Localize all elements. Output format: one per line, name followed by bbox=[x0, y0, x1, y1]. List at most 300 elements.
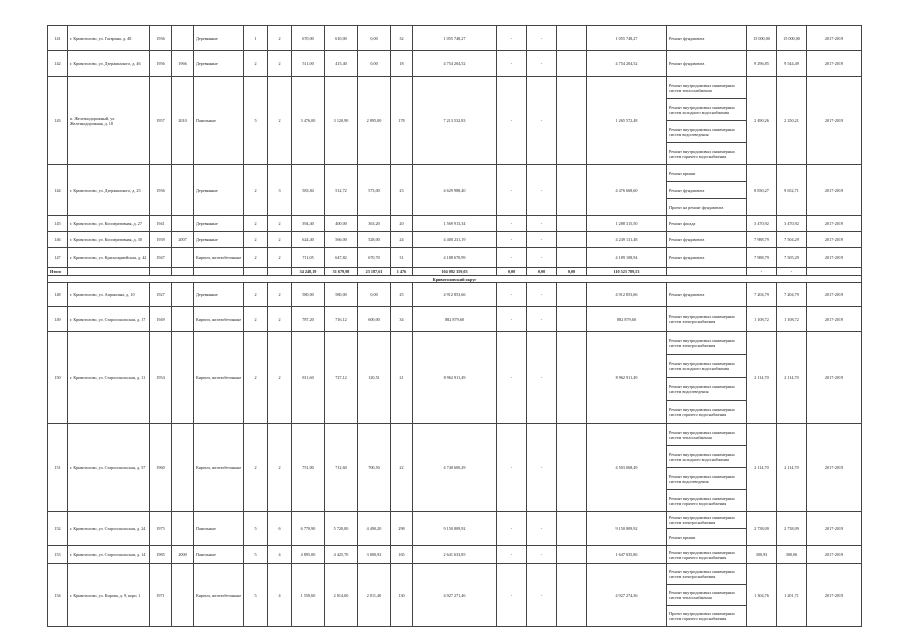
cell-u1: 1 304,76 bbox=[747, 564, 777, 627]
cell-fl: 5 bbox=[244, 512, 268, 546]
cell-a3: 0,00 bbox=[358, 283, 391, 307]
cell-s2: - bbox=[527, 424, 557, 512]
work-item: Проект внутридомовых инженерных систем горячего водоснабжения bbox=[669, 611, 735, 621]
cell-s1: - bbox=[497, 307, 527, 332]
cell-mat: Деревянные bbox=[194, 283, 244, 307]
cell-fl: 2 bbox=[244, 307, 268, 332]
cell-no: 144 bbox=[48, 165, 68, 216]
cell-fl: 2 bbox=[244, 248, 268, 268]
cell-s3 bbox=[557, 165, 587, 216]
cell-y1: 1960 bbox=[150, 424, 172, 512]
cell-en: 2 bbox=[268, 216, 292, 232]
table-row bbox=[48, 248, 862, 268]
cell-s2: - bbox=[527, 283, 557, 307]
cell-no: 142 bbox=[48, 51, 68, 77]
table-row bbox=[48, 77, 862, 165]
cell-per: 2017-2019 bbox=[807, 26, 862, 51]
cell-no: 150 bbox=[48, 332, 68, 424]
cell-a1: 751,00 bbox=[292, 424, 325, 512]
cell-a1: 511,00 bbox=[292, 51, 325, 77]
cell-en: 2 bbox=[268, 307, 292, 332]
cell-addr: г. Кривотолово, ул. Старооскольская, д. 17 bbox=[68, 307, 150, 332]
cell-s1: - bbox=[497, 332, 527, 424]
table-row bbox=[48, 232, 862, 248]
cell-u2: 2 114,70 bbox=[777, 332, 807, 424]
cell-y2 bbox=[172, 512, 194, 546]
cell-a3: 2 895,00 bbox=[358, 77, 391, 165]
cell-y2 bbox=[172, 26, 194, 51]
cell-work: Ремонт фасада bbox=[667, 216, 747, 232]
cell-addr: г. Кривотолово, ул. Апраксина, д. 10 bbox=[68, 283, 150, 307]
cell-fl: 5 bbox=[244, 546, 268, 564]
total-source-1: 0,00 bbox=[497, 268, 527, 276]
cell-en: 2 bbox=[268, 283, 292, 307]
cell-fl: 2 bbox=[244, 232, 268, 248]
cell-s2: - bbox=[527, 564, 557, 627]
total-source-3: 0,00 bbox=[557, 268, 587, 276]
cell-per: 2017-2019 bbox=[807, 283, 862, 307]
cell-mat: Деревянные bbox=[194, 51, 244, 77]
cell-a2: 580,00 bbox=[325, 283, 358, 307]
total-row bbox=[48, 268, 862, 276]
cell-tot: 4 927 271,46 bbox=[413, 564, 497, 627]
work-item: Ремонт внутридомовых инженерных систем горячего водоснабжения bbox=[669, 495, 735, 506]
cell-work: Ремонт фундамента bbox=[667, 232, 747, 248]
cell-res: 23 bbox=[391, 165, 413, 216]
cell-u1: 2 114,70 bbox=[747, 332, 777, 424]
cell-a1: 4 895,00 bbox=[292, 546, 325, 564]
cell-work bbox=[667, 332, 747, 424]
cell-a1: 6 770,90 bbox=[292, 512, 325, 546]
cell-s3 bbox=[557, 283, 587, 307]
cell-mat: Деревянные bbox=[194, 232, 244, 248]
cell-per: 2017-2019 bbox=[807, 564, 862, 627]
repair-schedule-table bbox=[47, 25, 862, 627]
cell-s1: - bbox=[497, 51, 527, 77]
cell-a1: 1 550,60 bbox=[292, 564, 325, 627]
cell-s2: - bbox=[527, 307, 557, 332]
cell-a3: 573,00 bbox=[358, 165, 391, 216]
cell-y1: 1949 bbox=[150, 307, 172, 332]
table-row bbox=[48, 512, 862, 546]
cell-s2: - bbox=[527, 546, 557, 564]
cell-tot: 882 879,60 bbox=[413, 307, 497, 332]
cell-u2: 15 000,00 bbox=[777, 26, 807, 51]
cell-y1: 1936 bbox=[150, 165, 172, 216]
cell-res: 165 bbox=[391, 546, 413, 564]
work-item: Ремонт внутридомовых инженерных систем холодного водоснабжения bbox=[667, 446, 746, 468]
cell-no: 154 bbox=[48, 564, 68, 627]
cell-a2: 3 120,90 bbox=[325, 77, 358, 165]
cell-a2: 727,12 bbox=[325, 332, 358, 424]
cell-a3: 670,70 bbox=[358, 248, 391, 268]
cell-u1: 2 114,70 bbox=[747, 424, 777, 512]
cell-per: 2017-2019 bbox=[807, 51, 862, 77]
cell-u2: 9 544,49 bbox=[777, 51, 807, 77]
cell-tot: 7 213 532,83 bbox=[413, 77, 497, 165]
table-row bbox=[48, 307, 862, 332]
cell-no: 146 bbox=[48, 232, 68, 248]
total-unit-2: - bbox=[777, 268, 807, 276]
cell-fl: 2 bbox=[244, 332, 268, 424]
cell-addr: г. Кривотолово, ул. Дзержинского, д. 25 bbox=[68, 165, 150, 216]
cell-fund: 4 503 068,49 bbox=[587, 424, 667, 512]
cell-tot: 1 055 748,27 bbox=[413, 26, 497, 51]
cell-u2: 7 204,79 bbox=[777, 283, 807, 307]
cell-addr: г. Кривотолово, ул. Старооскольская, д. 14 bbox=[68, 546, 150, 564]
cell-work: Ремонт внутридомовых инженерных систем электроснабжения bbox=[667, 307, 747, 332]
cell-fl: 2 bbox=[244, 216, 268, 232]
document-sheet bbox=[47, 25, 861, 627]
cell-a1: 624,40 bbox=[292, 232, 325, 248]
cell-s2: - bbox=[527, 248, 557, 268]
cell-s3 bbox=[557, 546, 587, 564]
work-item: Ремонт внутридомовых инженерных систем теплоснабжения bbox=[667, 424, 746, 446]
cell-no: 147 bbox=[48, 248, 68, 268]
cell-fund: 1 647 035,86 bbox=[587, 546, 667, 564]
total-area-1: 34 248,19 bbox=[292, 268, 325, 276]
cell-y1: 1936 bbox=[150, 26, 172, 51]
cell-no: 151 bbox=[48, 424, 68, 512]
cell-mat: Кирпич, железобетонные bbox=[194, 332, 244, 424]
cell-en: 2 bbox=[268, 26, 292, 51]
work-item: Ремонт внутридомовых инженерных систем теплоснабжения bbox=[667, 77, 746, 99]
cell-u1: 7 988,79 bbox=[747, 232, 777, 248]
cell-tot: 1 569 913,34 bbox=[413, 216, 497, 232]
cell-en: 2 bbox=[268, 77, 292, 165]
cell-y2: 2010 bbox=[172, 77, 194, 165]
cell-a1: 787,20 bbox=[292, 307, 325, 332]
cell-s3 bbox=[557, 332, 587, 424]
cell-s3 bbox=[557, 564, 587, 627]
table-row bbox=[48, 546, 862, 564]
total-label: Итого bbox=[48, 268, 68, 276]
cell-y2: 1966 bbox=[172, 51, 194, 77]
cell-en: 2 bbox=[268, 248, 292, 268]
cell-work: Ремонт фундамента bbox=[667, 51, 747, 77]
cell-y2 bbox=[172, 165, 194, 216]
cell-s2: - bbox=[527, 216, 557, 232]
cell-tot: 4 629 988,40 bbox=[413, 165, 497, 216]
cell-s1: - bbox=[497, 248, 527, 268]
cell-s1: - bbox=[497, 232, 527, 248]
cell-a2: 716,12 bbox=[325, 307, 358, 332]
cell-addr: г. Кривотолово, ул. Красноармейская, д. 42 bbox=[68, 248, 150, 268]
cell-a2: 400,00 bbox=[325, 216, 358, 232]
cell-mat: Кирпич, железобетонные bbox=[194, 424, 244, 512]
cell-a1: 580,00 bbox=[292, 283, 325, 307]
cell-s3 bbox=[557, 77, 587, 165]
cell-s3 bbox=[557, 424, 587, 512]
cell-a3: 363,20 bbox=[358, 216, 391, 232]
cell-no: 141 bbox=[48, 26, 68, 51]
cell-y2 bbox=[172, 307, 194, 332]
cell-fund: 1 288 315,50 bbox=[587, 216, 667, 232]
cell-per: 2017-2019 bbox=[807, 424, 862, 512]
cell-per: 2017-2019 bbox=[807, 307, 862, 332]
cell-fl: 5 bbox=[244, 77, 268, 165]
cell-s1: - bbox=[497, 283, 527, 307]
cell-u2: 7 504,29 bbox=[777, 232, 807, 248]
cell-u2: 2 114,70 bbox=[777, 424, 807, 512]
cell-s1: - bbox=[497, 77, 527, 165]
cell-fund: 4 189 108,94 bbox=[587, 248, 667, 268]
cell-fund: 4 927 274,36 bbox=[587, 564, 667, 627]
cell-work: Ремонт фундамента bbox=[667, 283, 747, 307]
cell-y1: 1954 bbox=[150, 332, 172, 424]
cell-u2: 1 108,72 bbox=[777, 307, 807, 332]
cell-fund: 4 754 204,52 bbox=[587, 51, 667, 77]
cell-tot: 8 962 911,49 bbox=[413, 332, 497, 424]
cell-y2: 2000 bbox=[172, 546, 194, 564]
cell-per: 2017-2019 bbox=[807, 248, 862, 268]
cell-a1: 3 476,00 bbox=[292, 77, 325, 165]
cell-res: 178 bbox=[391, 77, 413, 165]
table-row bbox=[48, 424, 862, 512]
work-item: Ремонт внутридомовых инженерных систем теплоснабжения bbox=[667, 585, 746, 606]
cell-s3 bbox=[557, 512, 587, 546]
cell-a1: 394,40 bbox=[292, 216, 325, 232]
cell-u1: 7 988,79 bbox=[747, 248, 777, 268]
cell-res: 32 bbox=[391, 26, 413, 51]
cell-y2: 2007 bbox=[172, 232, 194, 248]
cell-u2: 300,06 bbox=[777, 546, 807, 564]
cell-y1: 1927 bbox=[150, 283, 172, 307]
table-row bbox=[48, 26, 862, 51]
cell-y2 bbox=[172, 248, 194, 268]
cell-tot: 9 150 809,92 bbox=[413, 512, 497, 546]
cell-mat: Кирпич, железобетонные bbox=[194, 564, 244, 627]
cell-per: 2017-2019 bbox=[807, 165, 862, 216]
work-item: Ремонт внутридомовых инженерных систем электроснабжения bbox=[667, 332, 746, 355]
cell-mat: Деревянные bbox=[194, 216, 244, 232]
cell-tot: 4 740 600,29 bbox=[413, 424, 497, 512]
cell-a1: 811,60 bbox=[292, 332, 325, 424]
cell-s2: - bbox=[527, 232, 557, 248]
cell-tot: 4 400 231,19 bbox=[413, 232, 497, 248]
cell-per: 2017-2019 bbox=[807, 546, 862, 564]
cell-fl: 2 bbox=[244, 283, 268, 307]
cell-u1: 1 108,72 bbox=[747, 307, 777, 332]
cell-s2: - bbox=[527, 77, 557, 165]
cell-a3: 0,00 bbox=[358, 26, 391, 51]
cell-fund: 4 476 668,60 bbox=[587, 165, 667, 216]
cell-per: 2017-2019 bbox=[807, 512, 862, 546]
cell-y1: 1947 bbox=[150, 248, 172, 268]
cell-u1: 3 470,92 bbox=[747, 216, 777, 232]
cell-fund: 8 962 911,49 bbox=[587, 332, 667, 424]
cell-fl: 2 bbox=[244, 424, 268, 512]
cell-no: 143 bbox=[48, 77, 68, 165]
cell-no: 153 bbox=[48, 546, 68, 564]
cell-mat: Деревянные bbox=[194, 26, 244, 51]
cell-work bbox=[667, 512, 747, 546]
cell-u1: 8 830,27 bbox=[747, 165, 777, 216]
cell-addr: г. Кривотолово, ул. Старооскольская, д. 24 bbox=[68, 512, 150, 546]
total-fund: 110 523 789,53 bbox=[587, 268, 667, 276]
section-title: Кривотоловский округ bbox=[48, 276, 862, 283]
work-item: Ремонт фундамента bbox=[667, 182, 746, 199]
cell-y1: 1939 bbox=[150, 232, 172, 248]
cell-a2: 647,82 bbox=[325, 248, 358, 268]
cell-u1: 300,93 bbox=[747, 546, 777, 564]
cell-u1: 2 490,26 bbox=[747, 77, 777, 165]
cell-a2: 5 720,00 bbox=[325, 512, 358, 546]
cell-addr: г. Кривотолово, ул. Старооскольская, д. 57 bbox=[68, 424, 150, 512]
cell-en: 6 bbox=[268, 512, 292, 546]
cell-mat: Кирпич, железобетонные bbox=[194, 307, 244, 332]
cell-mat: Деревянные bbox=[194, 165, 244, 216]
cell-a3: 0,00 bbox=[358, 51, 391, 77]
cell-no: 152 bbox=[48, 512, 68, 546]
cell-res: 21 bbox=[391, 332, 413, 424]
cell-u1: 2 738,09 bbox=[747, 512, 777, 546]
work-item: Ремонт внутридомовых инженерных систем водоотведения bbox=[667, 468, 746, 490]
cell-s3 bbox=[557, 216, 587, 232]
cell-u2: 2 250,21 bbox=[777, 77, 807, 165]
cell-u2: 7 505,29 bbox=[777, 248, 807, 268]
work-item: Ремонт внутридомовых инженерных систем холодного водоснабжения bbox=[667, 355, 746, 378]
cell-a1: 670,00 bbox=[292, 26, 325, 51]
cell-y1: 1941 bbox=[150, 216, 172, 232]
cell-a3: 2 011,40 bbox=[358, 564, 391, 627]
cell-a1: 583,84 bbox=[292, 165, 325, 216]
cell-a1: 711,05 bbox=[292, 248, 325, 268]
cell-s2: - bbox=[527, 51, 557, 77]
cell-u2: 2 738,09 bbox=[777, 512, 807, 546]
cell-s1: - bbox=[497, 564, 527, 627]
cell-fund: 882 879,60 bbox=[587, 307, 667, 332]
cell-y2 bbox=[172, 564, 194, 627]
cell-tot: 4 188 670,99 bbox=[413, 248, 497, 268]
cell-y1: 1956 bbox=[150, 51, 172, 77]
cell-en: 2 bbox=[268, 424, 292, 512]
cell-addr: г. Кривотолово, ул. Старооскольская, д. 11 bbox=[68, 332, 150, 424]
cell-s2: - bbox=[527, 512, 557, 546]
cell-s3 bbox=[557, 26, 587, 51]
table-row bbox=[48, 283, 862, 307]
cell-s1: - bbox=[497, 26, 527, 51]
cell-a3: 600,00 bbox=[358, 307, 391, 332]
cell-en: 2 bbox=[268, 232, 292, 248]
cell-s1: - bbox=[497, 165, 527, 216]
cell-addr: г. Кривотолово, ул. Кооперативная, д. 30 bbox=[68, 232, 150, 248]
cell-addr: г. Кривотолово, ул. Дзержинского, д. 46 bbox=[68, 51, 150, 77]
total-unit-1: - bbox=[747, 268, 777, 276]
cell-y1: 1957 bbox=[150, 77, 172, 165]
cell-s2: - bbox=[527, 26, 557, 51]
cell-en: 4 bbox=[268, 546, 292, 564]
cell-s1: - bbox=[497, 424, 527, 512]
cell-fund: 4 249 131,48 bbox=[587, 232, 667, 248]
cell-res: 298 bbox=[391, 512, 413, 546]
cell-tot: 4 912 853,66 bbox=[413, 283, 497, 307]
work-item: Проект на ремонт фундамента bbox=[669, 204, 724, 210]
cell-fl: 2 bbox=[244, 51, 268, 77]
cell-a2: 512,72 bbox=[325, 165, 358, 216]
section-row bbox=[48, 276, 862, 283]
cell-fund: 9 150 809,92 bbox=[587, 512, 667, 546]
cell-y1: 1975 bbox=[150, 512, 172, 546]
cell-work: Ремонт фундамента bbox=[667, 248, 747, 268]
cell-a3: 120,51 bbox=[358, 332, 391, 424]
cell-addr: г. Кривотолово, ул. Гагарина, д. 48 bbox=[68, 26, 150, 51]
total-residents: 1 476 bbox=[391, 268, 413, 276]
cell-s1: - bbox=[497, 546, 527, 564]
cell-a3: 3 000,92 bbox=[358, 546, 391, 564]
cell-work: Ремонт фундамента bbox=[667, 26, 747, 51]
total-area-2: 31 679,98 bbox=[325, 268, 358, 276]
cell-work bbox=[667, 564, 747, 627]
cell-a2: 415,40 bbox=[325, 51, 358, 77]
cell-res: 20 bbox=[391, 216, 413, 232]
cell-addr: п. Железнодорожный, ул. Железнодорожная, д. 18 bbox=[68, 77, 150, 165]
work-item: Ремонт крыши bbox=[669, 534, 696, 540]
cell-no: 149 bbox=[48, 307, 68, 332]
cell-a2: 566,00 bbox=[325, 232, 358, 248]
cell-u1: 7 204,79 bbox=[747, 283, 777, 307]
cell-a3: 700,50 bbox=[358, 424, 391, 512]
table-row bbox=[48, 564, 862, 627]
cell-y2 bbox=[172, 424, 194, 512]
table-row bbox=[48, 165, 862, 216]
work-item: Ремонт внутридомовых инженерных систем водоотведения bbox=[667, 121, 746, 143]
cell-per: 2017-2019 bbox=[807, 232, 862, 248]
cell-s3 bbox=[557, 51, 587, 77]
cell-work bbox=[667, 165, 747, 216]
cell-u2: 3 470,92 bbox=[777, 216, 807, 232]
work-item: Ремонт внутридомовых инженерных систем горячего водоснабжения bbox=[669, 148, 735, 159]
cell-per: 2017-2019 bbox=[807, 77, 862, 165]
cell-en: 3 bbox=[268, 165, 292, 216]
cell-no: 145 bbox=[48, 216, 68, 232]
table-row bbox=[48, 332, 862, 424]
cell-s3 bbox=[557, 307, 587, 332]
cell-res: 18 bbox=[391, 51, 413, 77]
cell-u1: 9 296,85 bbox=[747, 51, 777, 77]
cell-s3 bbox=[557, 248, 587, 268]
cell-u1: 15 000,00 bbox=[747, 26, 777, 51]
table-row bbox=[48, 51, 862, 77]
cell-s2: - bbox=[527, 332, 557, 424]
cell-u2: 9 652,71 bbox=[777, 165, 807, 216]
cell-u2: 1 201,71 bbox=[777, 564, 807, 627]
total-cost: 104 082 359,03 bbox=[413, 268, 497, 276]
total-area-3: 23 187,61 bbox=[358, 268, 391, 276]
cell-a2: 610,00 bbox=[325, 26, 358, 51]
cell-y2 bbox=[172, 216, 194, 232]
cell-y2 bbox=[172, 283, 194, 307]
cell-y2 bbox=[172, 332, 194, 424]
cell-tot: 4 754 204,52 bbox=[413, 51, 497, 77]
cell-fund: 1 265 572,48 bbox=[587, 77, 667, 165]
cell-fl: 5 bbox=[244, 564, 268, 627]
cell-en: 4 bbox=[268, 564, 292, 627]
work-item: Ремонт внутридомовых инженерных систем холодного водоснабжения bbox=[667, 99, 746, 121]
cell-fl: 2 bbox=[244, 165, 268, 216]
cell-res: 34 bbox=[391, 307, 413, 332]
cell-a2: 4 425,70 bbox=[325, 546, 358, 564]
cell-mat: Кирпич, железобетонные bbox=[194, 248, 244, 268]
work-item: Ремонт внутридомовых инженерных систем горячего водоснабжения bbox=[669, 407, 735, 417]
cell-res: 31 bbox=[391, 248, 413, 268]
cell-addr: г. Кривотолово, ул. Кирова, д. 9, корп. 1 bbox=[68, 564, 150, 627]
cell-fund: 4 912 853,66 bbox=[587, 283, 667, 307]
cell-en: 2 bbox=[268, 51, 292, 77]
cell-a2: 712,60 bbox=[325, 424, 358, 512]
cell-per: 2017-2019 bbox=[807, 216, 862, 232]
cell-a3: 528,00 bbox=[358, 232, 391, 248]
